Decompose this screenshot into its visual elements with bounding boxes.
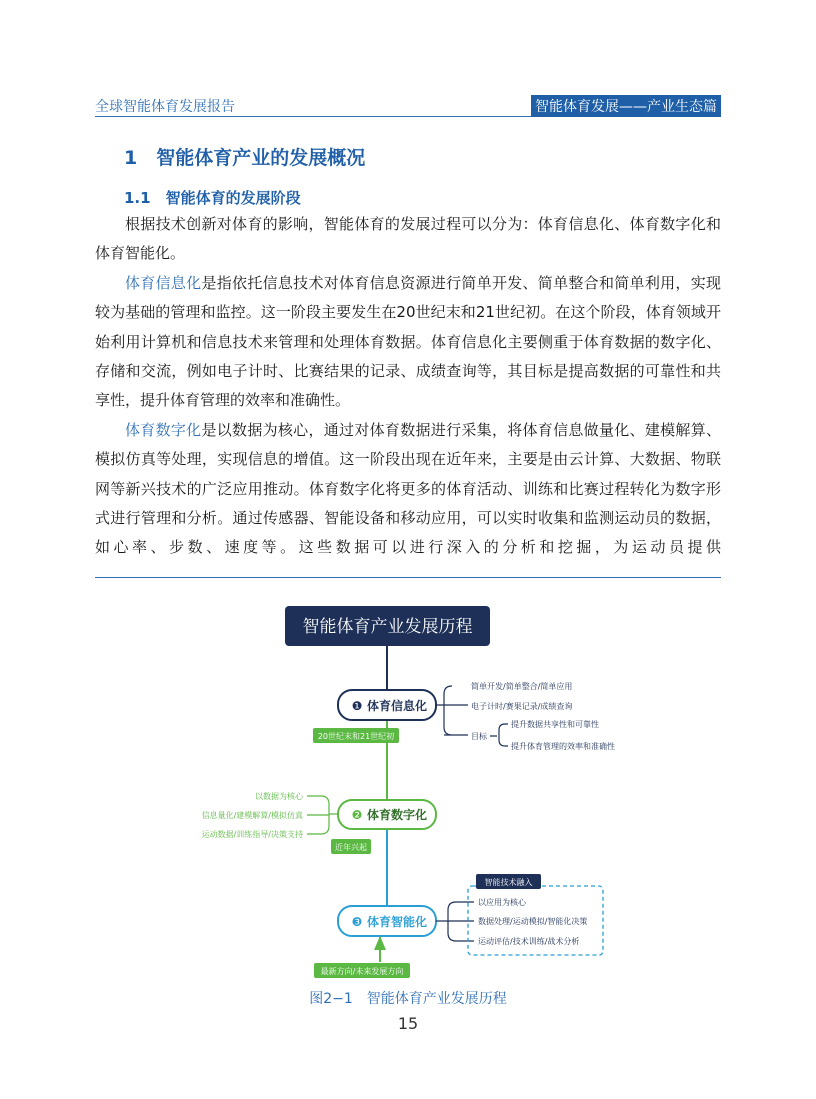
stage2-item: 运动数据/训练指导/决策支持 (201, 830, 303, 839)
stage1-goal-connector (490, 724, 508, 746)
stage2-period: 近年兴起 (335, 843, 367, 852)
stage1-item: 简单开发/简单整合/简单应用 (471, 682, 573, 691)
stage3-item: 数据处理/运动模拟/智能化决策 (478, 917, 588, 926)
stage2-item: 信息量化/建模解算/模拟仿真 (201, 811, 303, 820)
running-header-section: 智能体育发展——产业生态篇 (531, 95, 721, 117)
paragraph-informatization-text: 是指依托信息技术对体育信息资源进行简单开发、简单整合和简单利用，实现较为基础的管理和监控。这一阶段主要发生在20世纪末和21世纪初。在这个阶段，体育领域开始利用计算机和信息技术来管理和处理体育数据。体育信息化主要侧重于体育数据的数字化、存储和交流，例如电子计时、比赛结果的记录、成绩查询等，其目标是提高数据的可靠性和共享性，提升体育管理的效率和准确性。 (95, 273, 721, 410)
subsection-heading: 1.1 智能体育的发展阶段 (124, 189, 301, 207)
term-digitization: 体育数字化 (125, 420, 202, 439)
stage3-tail-arrow (374, 936, 386, 950)
stage1-number: ❶ (351, 699, 363, 713)
stage3-connector (436, 902, 474, 941)
stage1-label: 体育信息化 (366, 699, 428, 713)
stage2-item: 以数据为核心 (255, 792, 303, 801)
stage3-item: 运动评估/技术训练/战术分析 (478, 937, 580, 946)
running-header-title: 全球智能体育发展报告 (95, 99, 235, 115)
stage3-number: ❸ (351, 915, 363, 929)
stage2-label: 体育数字化 (366, 808, 428, 822)
term-informatization: 体育信息化 (125, 273, 202, 292)
diagram-title: 智能体育产业发展历程 (302, 617, 473, 637)
stage1-period: 20世纪末和21世纪初 (317, 732, 395, 741)
stage2-connector (307, 796, 338, 834)
stage1-connector (436, 686, 468, 735)
stage1-goal-label: 目标 (471, 732, 487, 741)
paragraph-intro: 根据技术创新对体育的影响，智能体育的发展过程可以分为：体育信息化、体育数字化和体育智能化。 (95, 215, 721, 263)
stage1-item: 电子计时/赛果记录/成绩查询 (471, 702, 573, 711)
stage1-goal: 提升数据共享性和可靠性 (511, 720, 599, 729)
section-heading: 1 智能体育产业的发展概况 (124, 147, 366, 169)
paragraph-digitization-text: 是以数据为核心，通过对体育数据进行采集，将体育信息做量化、建模解算、模拟仿真等处理，实现信息的增值。这一阶段出现在近年来，主要是由云计算、大数据、物联网等新兴技术的广泛应用推动。体育数字化将更多的体育活动、训练和比赛过程转化为数字形式进行管理和分析。通过传感器、智能设备和移动应用，可以实时收集和监测运动员的数据，如心率、步数、速度等。这些数据可以进行深入的分析和挖掘，为运动员提供 (95, 420, 721, 557)
stage3-item: 以应用为核心 (478, 898, 526, 907)
stage2-number: ❷ (351, 808, 363, 822)
stage1-goal: 提升体育管理的效率和准确性 (511, 742, 615, 751)
stage3-label: 体育智能化 (366, 915, 428, 929)
figure-caption: 图2−1 智能体育产业发展历程 (309, 991, 507, 1007)
page-number: 15 (397, 1014, 419, 1033)
stage3-box-title: 智能技术融入 (484, 878, 533, 887)
stage3-period: 最新方向/未来发展方向 (320, 967, 404, 976)
